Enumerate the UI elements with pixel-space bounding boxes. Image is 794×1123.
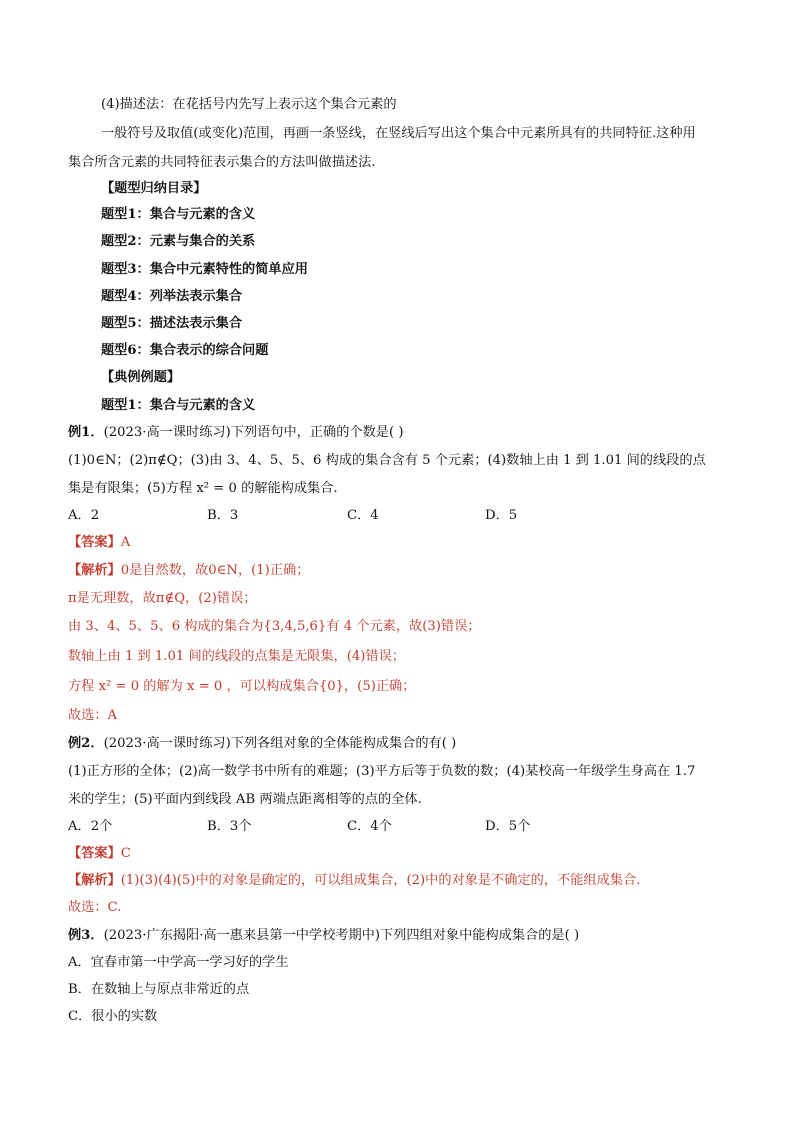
analysis-line: π是无理数，故π∉Q，(2)错误； [68,591,257,606]
option-b: B．3 [207,508,239,523]
option-c: C．很小的实数 [68,1009,158,1024]
catalog-item: 题型2：元素与集合的关系 [101,234,256,249]
analysis-line: 故选：A [68,708,118,723]
analysis-text: (1)(3)(4)(5)中的对象是确定的，可以组成集合，(2)中的对象是不确定的，不能组成集合. [120,873,641,888]
example-3-stem [68,927,579,945]
example-1-line-3: 集是有限集；(5)方程 x² = 0 的解能构成集合. [68,481,338,496]
conclusion-line: 故选：C. [68,900,122,915]
answer-line [68,845,131,863]
example-1-line-2: (1)0∈N；(2)π∉Q；(3)由 3、4、5、5、6 构成的集合含有 5 个元素；(4)数轴上由 1 到 1.01 间的线段的点 [68,453,706,468]
example-stem: (2023·广东揭阳·高一惠来县第一中学校考期中)下列四组对象中能构成集合的是( ) [103,928,580,943]
analysis-line [68,872,640,890]
example-label: 例1． [68,425,104,440]
intro-line-1: (4)描述法：在花括号内先写上表示这个集合元素的 [101,97,397,112]
option-a: A．2 [68,508,100,523]
option-a: A．宜春市第一中学高一学习好的学生 [68,955,289,970]
examples-heading: 【典例例题】 [101,370,181,385]
topic-title: 题型1：集合与元素的含义 [101,398,256,413]
answer-tag: 【答案】 [68,846,121,861]
option-b: B．3个 [207,819,252,834]
analysis-line: 数轴上由 1 到 1.01 间的线段的点集是无限集，(4)错误； [68,649,405,664]
option-c: C．4个 [347,819,392,834]
analysis-tag: 【解析】 [68,563,121,578]
analysis-line: 由 3、4、5、5、6 构成的集合为{3,4,5,6}有 4 个元素，故(3)错误； [68,619,481,634]
example-stem: (2023·高一课时练习)下列语句中，正确的个数是( ) [103,425,404,440]
option-c: C．4 [347,508,379,523]
analysis-text: 0是自然数，故0∈N，(1)正确； [120,563,310,578]
example-2-line-2: (1)正方形的全体；(2)高一数学书中所有的难题；(3)平方后等于负数的数；(4)某校高一年级学生身高在 1.7 [68,764,696,779]
option-a: A．2个 [68,819,113,834]
intro-line-3: 集合所含元素的共同特征表示集合的方法叫做描述法. [68,155,376,170]
example-label: 例3． [68,928,104,943]
catalog-item: 题型3：集合中元素特性的简单应用 [101,262,308,277]
answer-tag: 【答案】 [68,535,121,550]
catalog-item: 题型1：集合与元素的含义 [101,207,256,222]
catalog-item: 题型4：列举法表示集合 [101,289,243,304]
option-d: D．5个 [485,819,531,834]
answer-value: C [120,846,131,861]
answer-value: A [120,535,131,550]
example-1-stem [68,424,403,442]
catalog-item: 题型6：集合表示的综合问题 [101,343,269,358]
catalog-heading: 【题型归纳目录】 [101,181,207,196]
catalog-item: 题型5：描述法表示集合 [101,316,243,331]
intro-line-2: 一般符号及取值(或变化)范围，再画一条竖线，在竖线后写出这个集合中元素所具有的共同特征.这种用 [101,126,696,141]
option-b: B．在数轴上与原点非常近的点 [68,982,250,997]
example-label: 例2． [68,736,104,751]
analysis-line: 方程 x² = 0 的解为 x = 0 ，可以构成集合{0}，(5)正确； [68,679,416,694]
analysis-line [68,562,309,580]
analysis-tag: 【解析】 [68,873,121,888]
example-stem: (2023·高一课时练习)下列各组对象的全体能构成集合的有( ) [103,736,457,751]
example-2-stem [68,735,456,753]
option-d: D．5 [485,508,518,523]
example-2-line-3: 米的学生；(5)平面内到线段 AB 两端点距离相等的点的全体. [68,792,422,807]
answer-line [68,534,130,552]
